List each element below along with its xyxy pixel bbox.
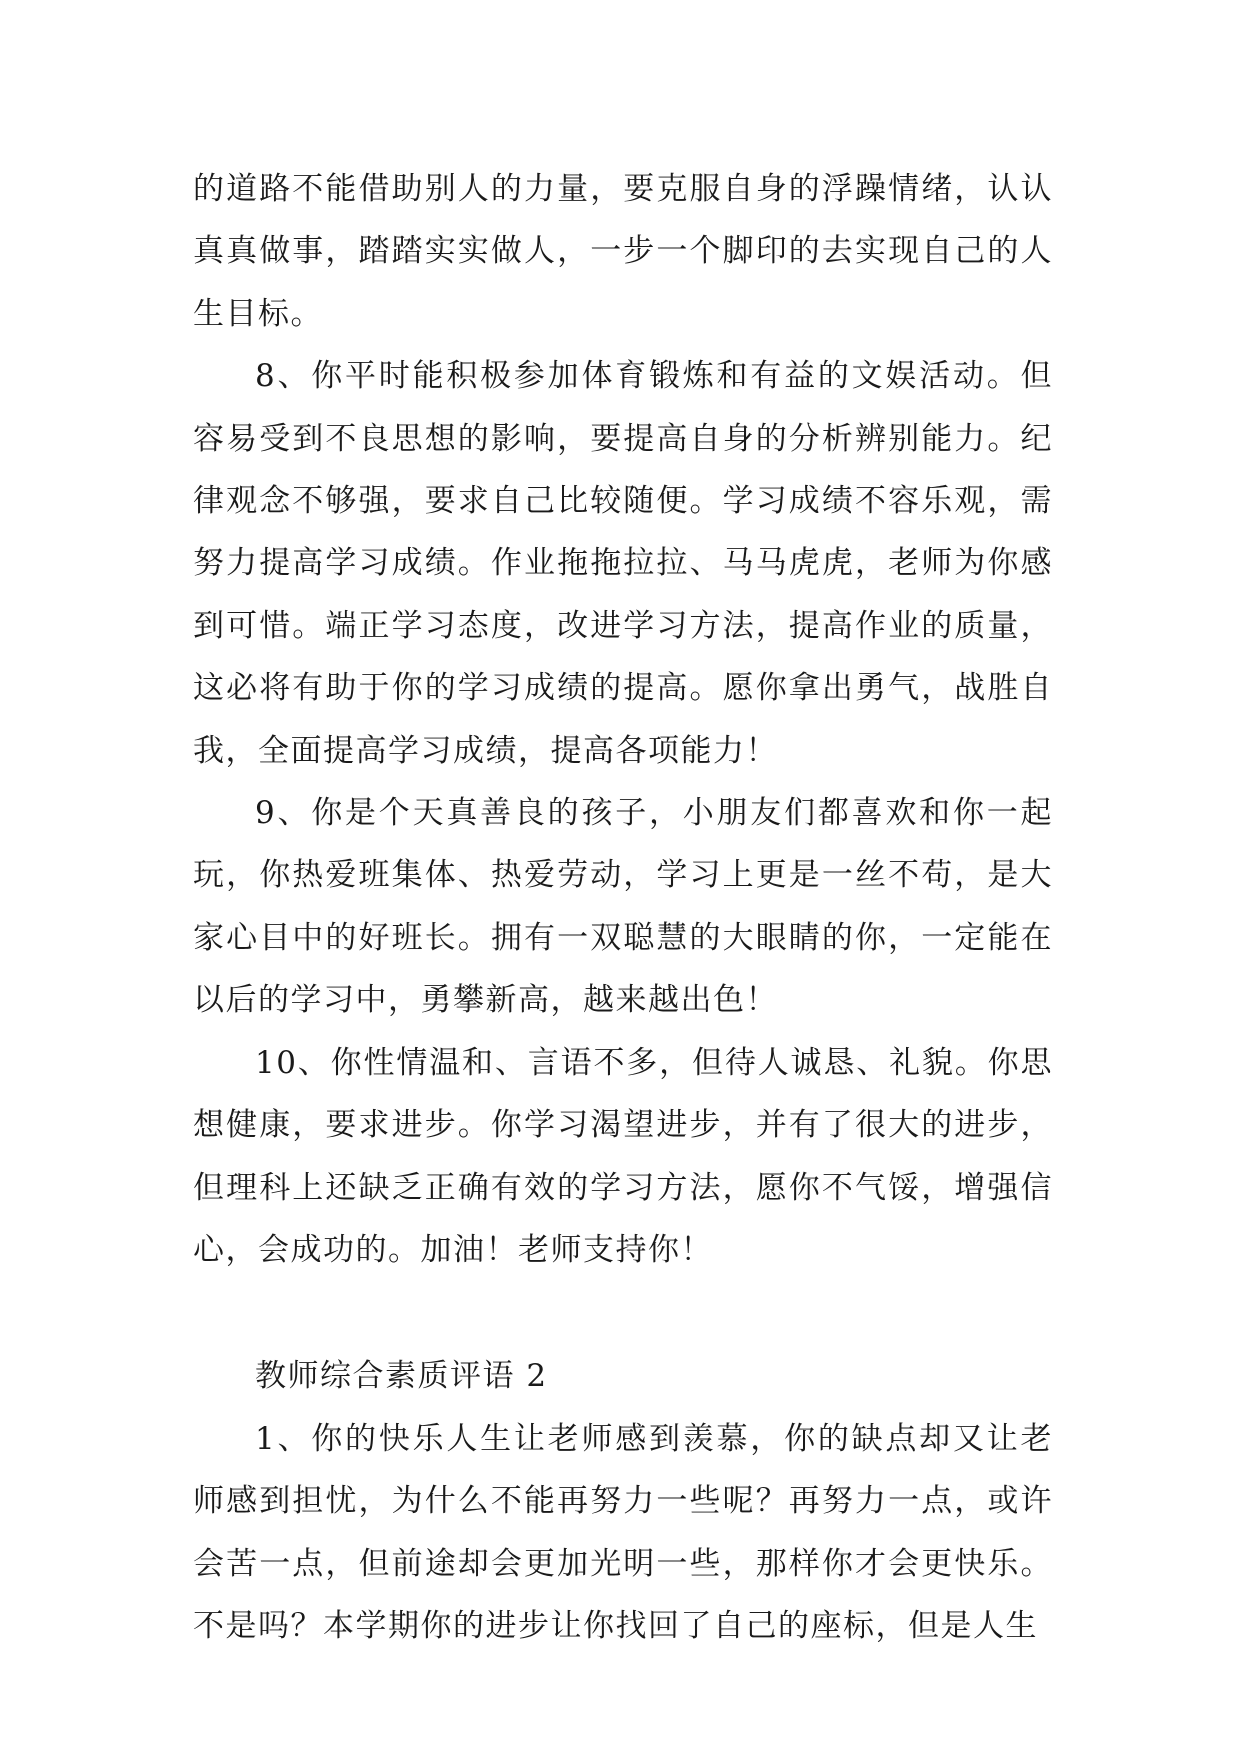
paragraph-comment-10: 10、你性情温和、言语不多，但待人诚恳、礼貌。你思想健康，要求进步。你学习渴望进步，并有了很大的进步，但理科上还缺乏正确有效的学习方法，愿你不气馁，增强信心，会成功的。加油！老师支持你！: [193, 1044, 1053, 1268]
paragraph-continuation: 的道路不能借助别人的力量，要克服自身的浮躁情绪，认认真真做事，踏踏实实做人，一步一个脚印的去实现自己的人生目标。: [193, 171, 1053, 332]
document-body: [193, 158, 1053, 1657]
paragraph-comment-8: 8、你平时能积极参加体育锻炼和有益的文娱活动。但容易受到不良思想的影响，要提高自身的分析辨别能力。纪律观念不够强，要求自己比较随便。学习成绩不容乐观，需努力提高学习成绩。作业拖拖拉拉、马马虎虎，老师为你感到可惜。端正学习态度，改进学习方法，提高作业的质量，这必将有助于你的学习成绩的提高。愿你拿出勇气，战胜自我，全面提高学习成绩，提高各项能力！: [193, 358, 1053, 769]
paragraph-comment-1: 1、你的快乐人生让老师感到羡慕，你的缺点却又让老师感到担忧，为什么不能再努力一些呢？再努力一点，或许会苦一点，但前途却会更加光明一些，那样你才会更快乐。不是吗？本学期你的进步让你找回了自己的座标，但是人生: [193, 1420, 1053, 1644]
paragraph-comment-9: 9、你是个天真善良的孩子，小朋友们都喜欢和你一起玩，你热爱班集体、热爱劳动，学习上更是一丝不苟，是大家心目中的好班长。拥有一双聪慧的大眼睛的你，一定能在以后的学习中，勇攀新高，越来越出色！: [193, 795, 1053, 1019]
section-title: 教师综合素质评语 2: [255, 1358, 548, 1395]
